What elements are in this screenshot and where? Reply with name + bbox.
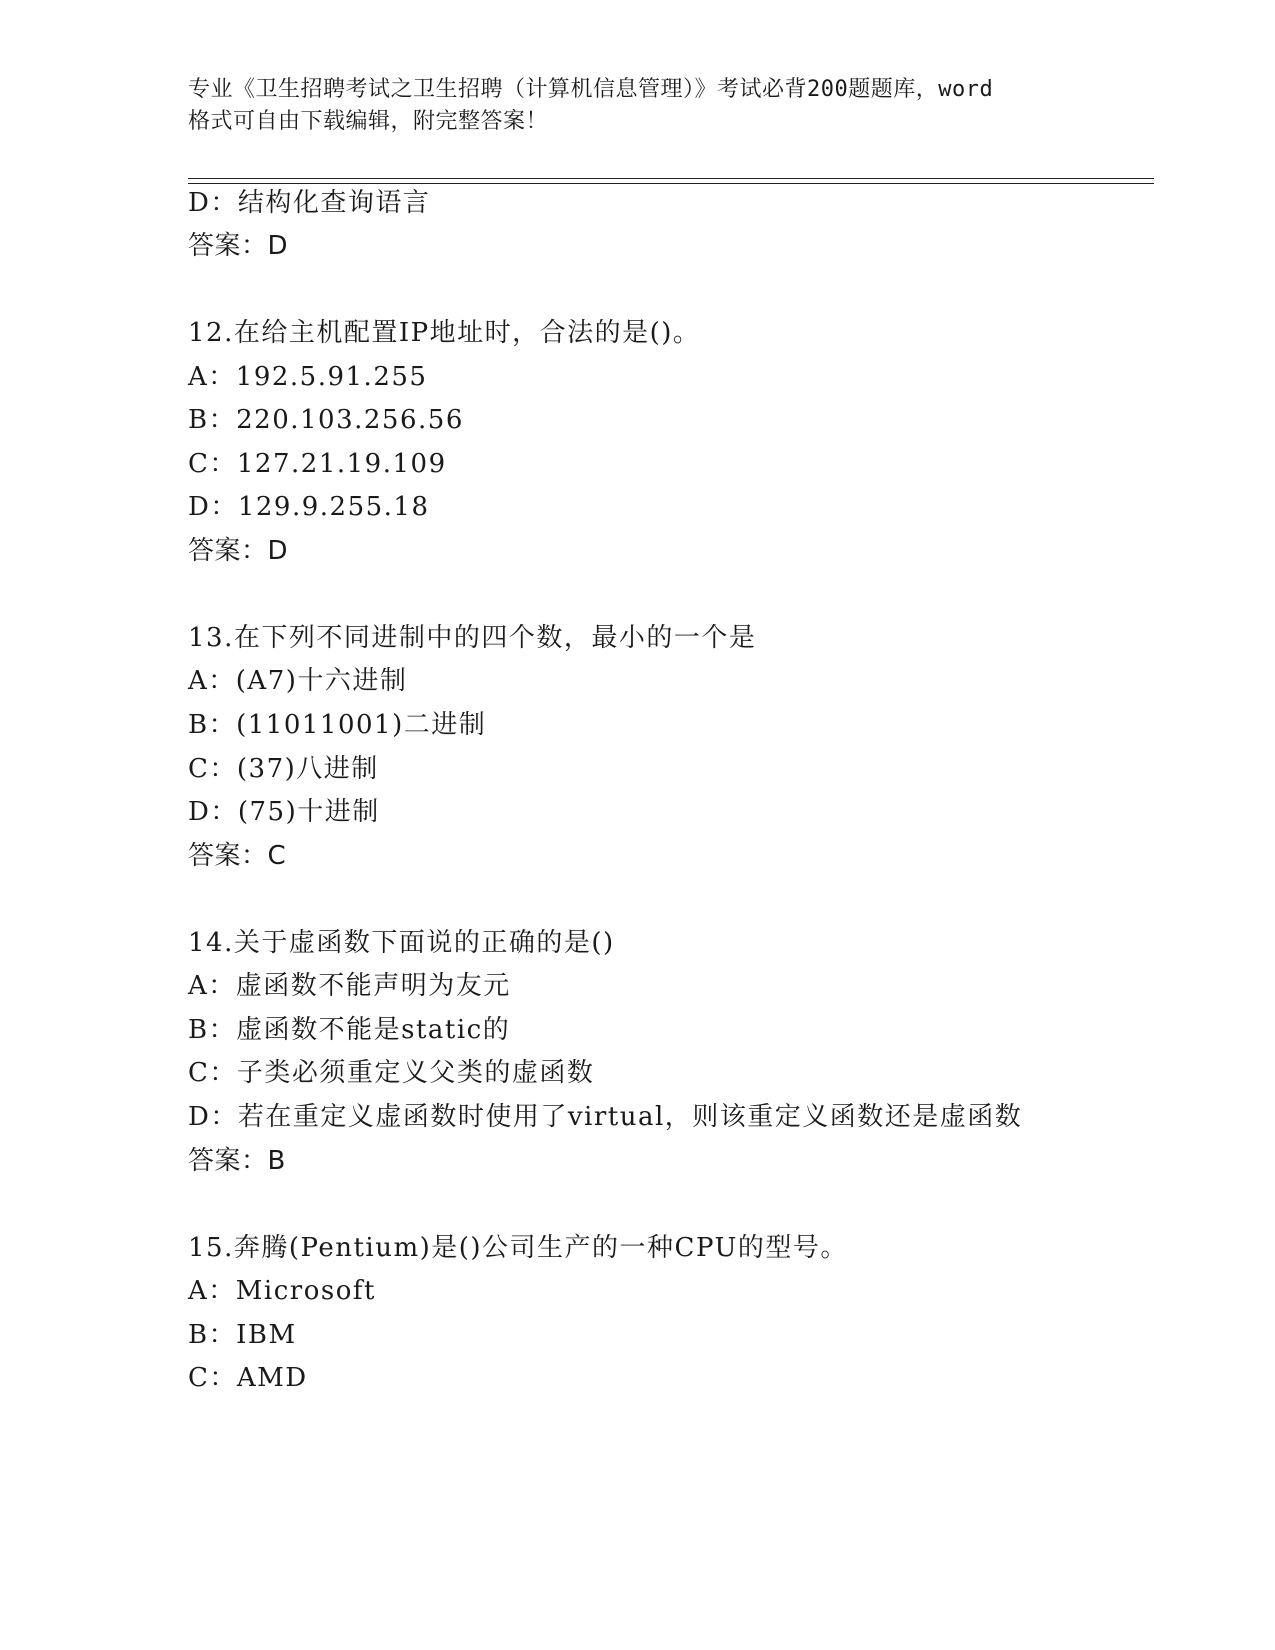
q12-option-b: B：220.103.256.56 xyxy=(188,405,464,435)
q13-answer: 答案：C xyxy=(188,841,287,871)
prev-option-d: D：结构化查询语言 xyxy=(188,188,431,218)
q14-option-d: D：若在重定义虚函数时使用了virtual，则该重定义函数还是虚函数 xyxy=(188,1102,1023,1132)
q14-option-b: B：虚函数不能是static的 xyxy=(188,1015,511,1045)
q13-stem: 13.在下列不同进制中的四个数，最小的一个是 xyxy=(188,623,757,653)
header-line-1: 专业《卫生招聘考试之卫生招聘（计算机信息管理）》考试必背200题题库，word xyxy=(188,77,994,102)
q15-option-a: A：Microsoft xyxy=(188,1276,376,1306)
header-divider-bottom xyxy=(188,183,1154,184)
q13-option-a: A：(A7)十六进制 xyxy=(188,666,408,696)
q13-option-c: C：(37)八进制 xyxy=(188,754,379,784)
q15-option-c: C：AMD xyxy=(188,1363,308,1393)
q12-option-d: D：129.9.255.18 xyxy=(188,492,430,522)
q14-option-c: C：子类必须重定义父类的虚函数 xyxy=(188,1058,595,1088)
q15-option-b: B：IBM xyxy=(188,1320,297,1350)
q14-answer: 答案：B xyxy=(188,1146,286,1176)
q12-option-c: C：127.21.19.109 xyxy=(188,449,447,479)
q12-stem: 12.在给主机配置IP地址时，合法的是()。 xyxy=(188,318,701,348)
document-header xyxy=(188,74,1088,138)
q13-option-b: B：(11011001)二进制 xyxy=(188,710,487,740)
header-line-2: 格式可自由下载编辑，附完整答案！ xyxy=(188,109,549,134)
header-divider-top xyxy=(188,178,1154,179)
q14-stem: 14.关于虚函数下面说的正确的是() xyxy=(188,928,615,958)
prev-answer: 答案：D xyxy=(188,231,289,261)
q12-answer: 答案：D xyxy=(188,536,289,566)
q15-stem: 15.奔腾(Pentium)是()公司生产的一种CPU的型号。 xyxy=(188,1233,848,1263)
q12-option-a: A：192.5.91.255 xyxy=(188,362,428,392)
q13-option-d: D：(75)十进制 xyxy=(188,797,380,827)
q14-option-a: A：虚函数不能声明为友元 xyxy=(188,971,511,1001)
